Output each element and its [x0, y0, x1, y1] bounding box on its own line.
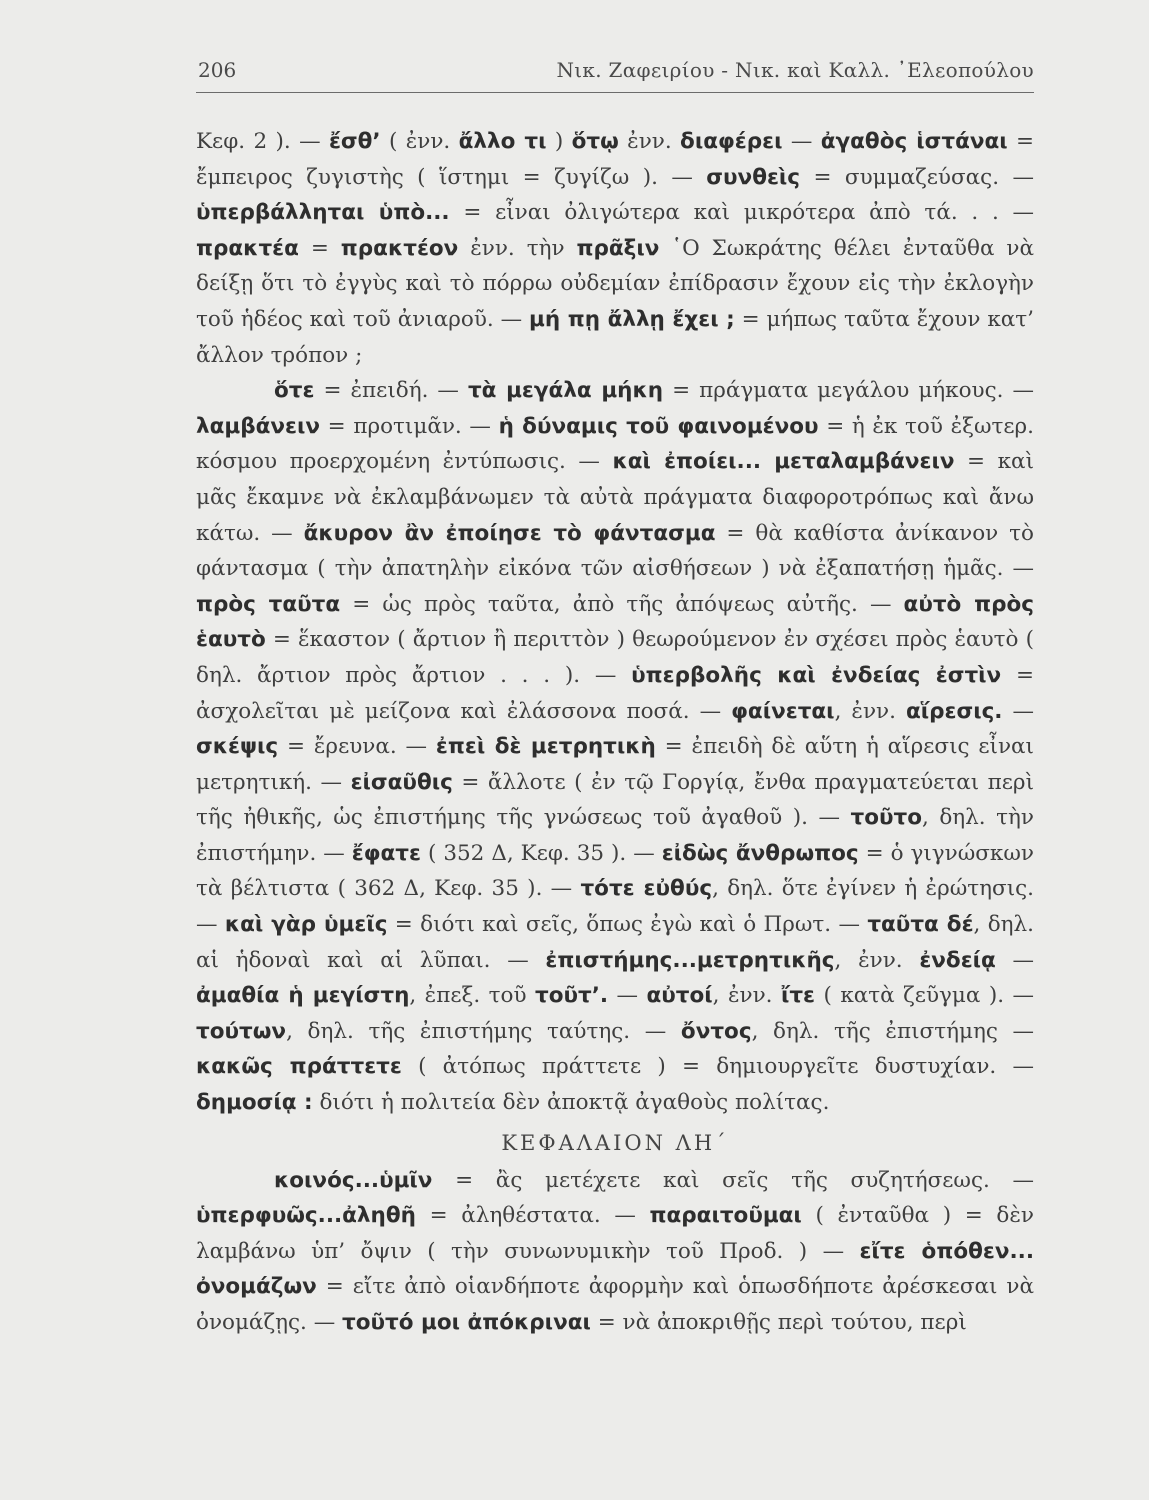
lemma: πρᾶξιν [576, 235, 660, 261]
gloss-text: = πράγματα μεγάλου μήκους. — [663, 378, 1035, 404]
gloss-text: ἐνν. τὴν [458, 235, 577, 261]
gloss-text: = ἀληθέστατα. — [415, 1203, 650, 1229]
lemma: ὑπερβολῆς καὶ ἐνδείας ἐστὶν [631, 662, 1002, 688]
lemma: ταῦτα δέ [867, 912, 974, 938]
chapter-commentary-paragraph [196, 1163, 1034, 1341]
gloss-text: , δηλ. αἱ ἡδοναὶ καὶ αἱ λῦπαι. — [196, 912, 1034, 973]
header-rule [196, 92, 1034, 93]
gloss-text: ( 352 Δ, Κεφ. 35 ). — [421, 840, 662, 866]
gloss-text: = εἴτε ἀπὸ οἱανδήποτε ἀφορμὴν καὶ ὁπωσδήποτε ἀρέσκεσαι νὰ ὀνομάζῃς. — [196, 1274, 1034, 1335]
lemma: πρακτέα [196, 235, 299, 261]
gloss-text: = ἐπειδή. — [314, 378, 468, 404]
gloss-text: = ἐπειδὴ δὲ αὕτη ἡ αἵρεσις εἶναι μετρητική. — [196, 734, 1034, 795]
gloss-text: — [608, 983, 647, 1009]
lemma: τοῦτ’. [535, 983, 609, 1009]
gloss-text: = ὁ γιγνώσκων τὰ βέλτιστα ( 362 Δ, Κεφ. 35 ). — [196, 840, 1034, 902]
lemma: ἄλλο τι [458, 129, 547, 154]
gloss-text: ἐνν. [618, 129, 681, 154]
lemma: ἡ δύναμις τοῦ φαινομένου [498, 413, 819, 439]
gloss-text: ) [546, 129, 572, 154]
lemma: τοῦτό μοι ἀπόκριναι [342, 1310, 591, 1335]
gloss-text: = εἶναι ὀλιγώτερα καὶ μικρότερα ἀπὸ τά. . . — [449, 200, 1035, 226]
gloss-text: = ὡς πρὸς ταῦτα, ἀπὸ τῆς ἀπόψεως αὐτῆς. — [340, 591, 904, 617]
lemma: ἐπιστήμης...μετρητικῆς [545, 947, 835, 973]
gloss-text: ῾Ο Σωκράτης θέλει ἐνταῦθα νὰ δείξῃ ὅτι τὸ ἐγγὺς καὶ τὸ πόρρω οὐδεμίαν ἐπίδρασιν ἔχουν εἰς τὴν ἐκλογὴν τοῦ ἡδέος καὶ τοῦ ἀνιαροῦ. — [196, 235, 1034, 332]
gloss-text: , ἐνν. [834, 947, 920, 973]
lemma: εἰσαῦθις [350, 769, 453, 795]
lemma: ἄκυρον ἂν ἐποίησε τὸ φάντασμα [303, 520, 716, 546]
lemma: ἀγαθὸς ἱστάναι [820, 129, 1008, 154]
lemma: δημοσίᾳ : [196, 1090, 313, 1116]
page-number: 206 [198, 58, 237, 82]
lemma: φαίνεται [731, 698, 835, 724]
commentary-paragraph-1 [196, 124, 1034, 373]
lemma: τούτων [196, 1018, 287, 1044]
lemma: ἔφατε [351, 840, 421, 866]
gloss-text: = [298, 235, 341, 261]
lemma: παραιτοῦμαι [649, 1203, 802, 1229]
gloss-text: = ἔρευνα. — [278, 734, 436, 760]
gloss-text: διότι ἡ πολιτεία δὲν ἀποκτᾷ ἀγαθοὺς πολίτας. [312, 1090, 830, 1116]
gloss-text: , ἐνν. [834, 698, 906, 724]
gloss-text: , δηλ. ὅτε ἐγίνεν ἡ ἐρώτησις. — [196, 876, 1035, 938]
lemma: τότε εὐθύς [580, 876, 713, 902]
lemma: μή πῃ ἄλλῃ ἔχει ; [529, 306, 735, 332]
gloss-text: = ἀσχολεῖται μὲ μείζονα καὶ ἐλάσσονα ποσά. — [196, 662, 1034, 724]
lemma: λαμβάνειν [196, 413, 320, 439]
lemma: καὶ ἐποίει... μεταλαμβάνειν [612, 449, 955, 475]
lemma: ἐπεὶ δὲ μετρητικὴ [435, 734, 656, 760]
gloss-text: = θὰ καθίστα ἀνίκανον τὸ φάντασμα ( τὴν ἀπατηλὴν εἰκόνα τῶν αἰσθήσεων ) νὰ ἐξαπατήσῃ ἡμᾶς. — [196, 520, 1035, 582]
gloss-text: = νὰ ἀποκριθῇς περὶ τούτου, περὶ [590, 1310, 967, 1335]
lemma: εἴτε ὁπόθεν... ὀνομάζων [196, 1238, 1034, 1300]
gloss-text: , δηλ. τὴν ἐπιστήμην. — [196, 805, 1034, 866]
page-header [196, 58, 1034, 88]
lemma: καὶ γὰρ ὑμεῖς [224, 912, 388, 938]
lemma: συνθεὶς [706, 164, 801, 190]
lemma: πρὸς ταῦτα [196, 591, 341, 617]
gloss-text: = προτιμᾶν. — [320, 413, 499, 439]
gloss-text: , ἐνν. [712, 983, 781, 1009]
chapter-heading: ΚΕΦΑΛΑΙΟΝ ΛΗ΄ [501, 1130, 729, 1155]
gloss-text: = μήπως ταῦτα ἔχουν κατ’ ἄλλον τρόπον ; [196, 306, 1035, 368]
gloss-text: = ἡ ἐκ τοῦ ἐξωτερ. κόσμου προερχομένη ἐντύπωσις. — [196, 413, 1034, 475]
gloss-text: = ἕκαστον ( ἄρτιον ἢ περιττὸν ) θεωρούμενον ἐν σχέσει πρὸς ἑαυτὸ ( δηλ. ἄρτιον πρὸς ἄρτιον . . . ). — [196, 627, 1034, 688]
lemma: ὅτῳ [571, 129, 619, 154]
lemma: ἐνδείᾳ [919, 947, 996, 973]
lemma: κακῶς πράττετε [196, 1054, 402, 1080]
gloss-text: ( ἐνταῦθα ) = δὲν λαμβάνω ὑπ’ ὄψιν ( τὴν συνωνυμικὴν τοῦ Προδ. ) — [196, 1203, 1034, 1264]
gloss-text: ( κατὰ ζεῦγμα ). — [815, 983, 1034, 1009]
gloss-text: = συμμαζεύσας. — [800, 164, 1034, 190]
running-title: Νικ. Ζαφειρίου - Νικ. καὶ Καλλ. ᾿Ελεοπούλου [556, 58, 1034, 82]
gloss-text: , δηλ. τῆς ἐπιστήμης ταύτης. — [286, 1018, 681, 1044]
gloss-text: Κεφ. 2 ). — [196, 129, 329, 154]
gloss-text: = ἔμπειρος ζυγιστὴς ( ἵστημι = ζυγίζω ). — [196, 129, 1035, 190]
gloss-text: — [1002, 698, 1034, 724]
gloss-text: — [995, 947, 1035, 973]
lemma: τοῦτο [850, 805, 923, 831]
page-body [196, 124, 1034, 1341]
lemma: εἰδὼς ἄνθρωπος [661, 840, 859, 866]
lemma: ἀμαθία ἡ μεγίστη [196, 983, 410, 1009]
lemma: ἔσθ’ [328, 129, 381, 154]
lemma: αὐτοί [646, 983, 713, 1009]
lemma: πρακτέον [340, 235, 459, 261]
gloss-text: = διότι καὶ σεῖς, ὅπως ἐγὼ καὶ ὁ Πρωτ. — [387, 912, 868, 938]
gloss-text: = ἂς μετέχετε καὶ σεῖς τῆς συζητήσεως. — [432, 1167, 1034, 1193]
lemma: ὄντος [680, 1018, 752, 1044]
gloss-text: ( ἀτόπως πράττετε ) = δημιουργεῖτε δυστυχίαν. — [401, 1054, 1034, 1080]
lemma: ὑπερφυῶς...ἀληθῆ [196, 1203, 416, 1229]
lemma: διαφέρει [680, 129, 783, 154]
lemma: αἵρεσις. [905, 698, 1003, 724]
gloss-text: = καὶ μᾶς ἔκαμνε νὰ ἐκλαμβάνωμεν τὰ αὐτὰ πράγματα διαφοροτρόπως καὶ ἄνω κάτω. — [196, 449, 1034, 546]
lemma: τὰ μεγάλα μήκη [467, 378, 664, 404]
gloss-text: , ἐπεξ. τοῦ [409, 983, 535, 1009]
lemma: κοινός...ὑμῖν [274, 1167, 433, 1193]
gloss-text: — [782, 129, 821, 154]
lemma: ὑπερβάλληται ὑπὸ... [196, 200, 450, 226]
lemma: αὐτὸ πρὸς ἑαυτὸ [196, 591, 1034, 653]
lemma: ἴτε [780, 983, 816, 1009]
gloss-text: , δηλ. τῆς ἐπιστήμης — [751, 1018, 1035, 1044]
gloss-text: = ἄλλοτε ( ἐν τῷ Γοργίᾳ, ἔνθα πραγματεύεται περὶ τῆς ἠθικῆς, ὡς ἐπιστήμης τῆς γνώσεως τοῦ ἀγαθοῦ ). — [196, 769, 1035, 831]
commentary-paragraph-2 [196, 373, 1034, 1120]
lemma: σκέψις [196, 734, 279, 760]
gloss-text: ( ἐνν. [380, 129, 459, 154]
lemma: ὅτε [274, 378, 315, 404]
